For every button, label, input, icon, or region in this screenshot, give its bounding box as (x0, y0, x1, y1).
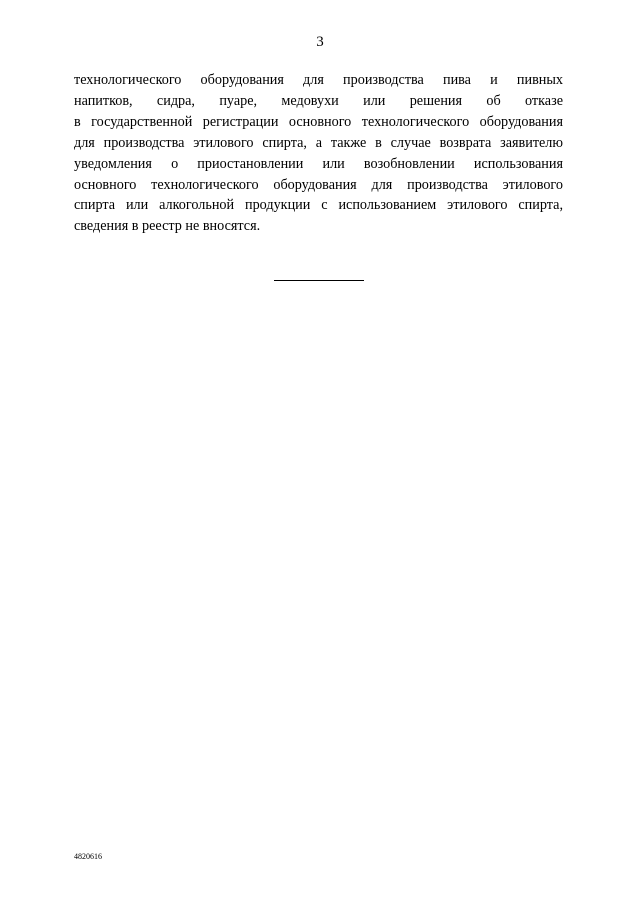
document-code: 4820616 (74, 852, 102, 861)
paragraph-line: уведомления о приостановлении или возобновлении использования (74, 155, 563, 172)
paragraph-line: в государственной регистрации основного технологического оборудования (74, 113, 563, 130)
page-number: 3 (316, 34, 324, 50)
paragraph-line: сведения в реестр не вносятся. (74, 218, 261, 235)
paragraph-line: спирта или алкогольной продукции с использованием этилового спирта, (74, 197, 563, 214)
paragraph-line: основного технологического оборудования для производства этилового (74, 176, 563, 193)
paragraph-line: для производства этилового спирта, а также в случае возврата заявителю (74, 134, 563, 151)
paragraph-line: напитков, сидра, пуаре, медовухи или решения об отказе (74, 92, 563, 109)
paragraph-line: технологического оборудования для производства пива и пивных (74, 72, 563, 88)
end-of-text-rule (274, 280, 364, 281)
body-paragraph (74, 70, 563, 237)
